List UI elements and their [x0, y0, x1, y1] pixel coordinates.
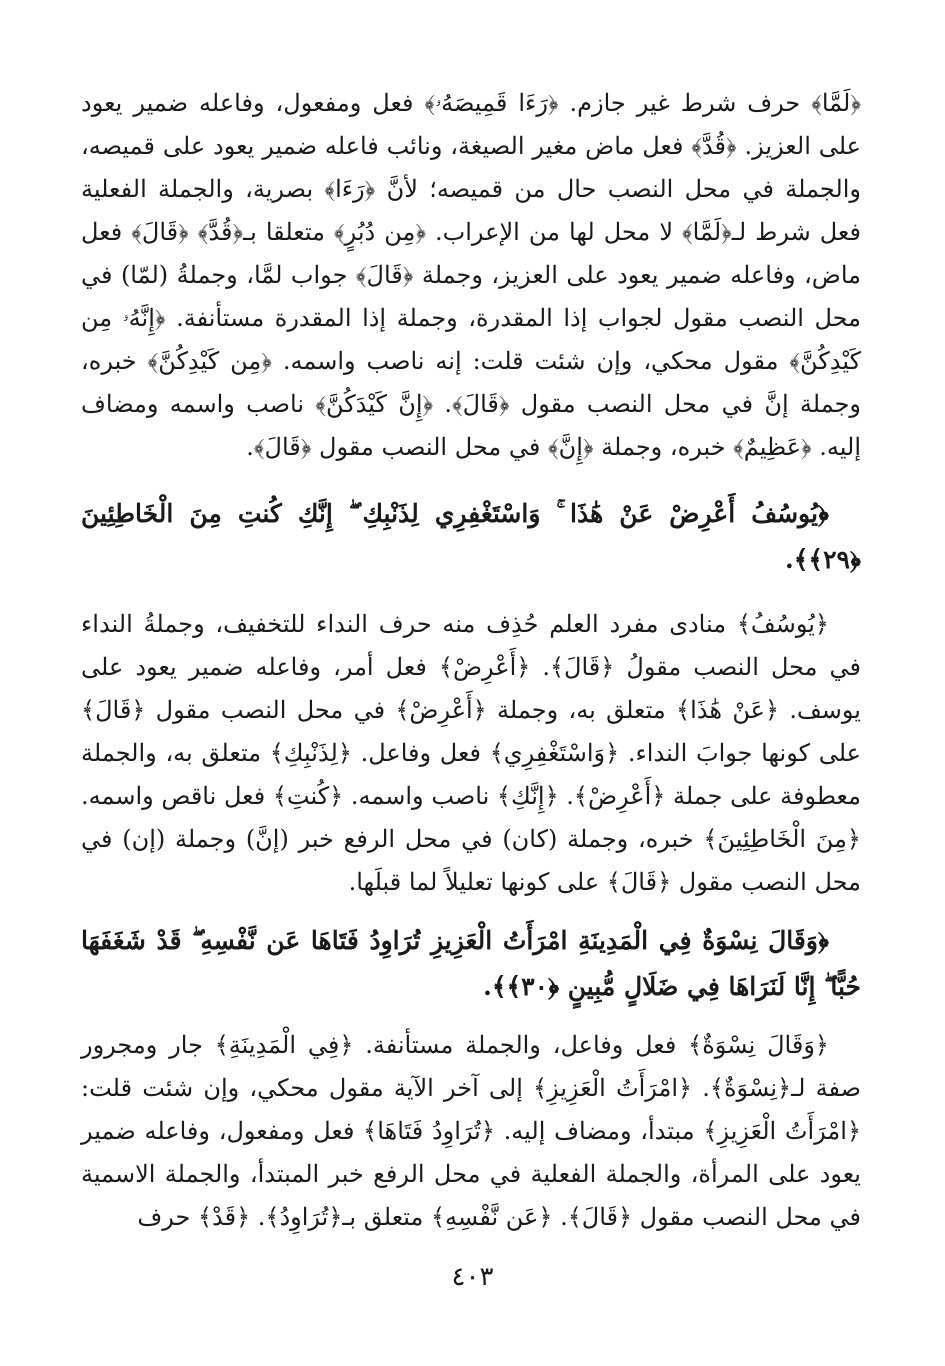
page-number: ٤٠٣ — [451, 1262, 494, 1292]
paragraph-grammar-2: ﴿يُوسُفُ﴾ منادى مفرد العلم حُذِف منه حرف النداء للتخفيف، وجملةُ النداء في محل النصب مقولُ ﴿قَالَ﴾. ﴿أَعْرِضْ﴾ فعل أمر، وفاعله ضمير يعود على يوسف. ﴿عَنْ هَٰذَا﴾ متعلق به، وجملة ﴿أَعْرِضْ﴾ في محل النصب مقول ﴿قَالَ﴾ على كونها جوابَ النداء. ﴿وَاسْتَغْفِرِي﴾ فعل وفاعل. ﴿لِذَنْبِكِ﴾ متعلق به، والجملة معطوفة على جملة ﴿أَعْرِضْ﴾. ﴿إِنَّكِ﴾ ناصب واسمه. ﴿كُنتِ﴾ فعل ناقص واسمه. ﴿مِنَ الْخَاطِئِينَ﴾ خبره، وجملة (كان) في محل الرفع خبر (إنَّ) وجملة (إن) في محل النصب مقول ﴿قَالَ﴾ على كونها تعليلاً لما قبلَها. — [81, 610, 862, 896]
quran-verse-30: ﴿وَقَالَ نِسْوَةٌ فِي الْمَدِينَةِ امْرَأَتُ الْعَزِيزِ تُرَاوِدُ فَتَاهَا عَن نَّفْسِهِ ۖ قَدْ شَغَفَهَا حُبًّا ۖ إِنَّا لَنَرَاهَا فِي ضَلَالٍ مُّبِينٍ ﴿٣٠﴾﴾. — [81, 926, 861, 1001]
quran-verse-29: ﴿يُوسُفُ أَعْرِضْ عَنْ هَٰذَا ۚ وَاسْتَغْفِرِي لِذَنْبِكِ ۖ إِنَّكِ كُنتِ مِنَ الْخَاطِئِينَ ﴿٢٩﴾﴾. — [81, 499, 861, 574]
paragraph-grammar-3: ﴿وَقَالَ نِسْوَةٌ﴾ فعل وفاعل، والجملة مستأنفة. ﴿فِي الْمَدِينَةِ﴾ جار ومجرور صفة لـ﴿نِسْوَةٌ﴾. ﴿امْرَأَتُ الْعَزِيزِ﴾ إلى آخر الآية مقول محكي، وإن شئت قلت: ﴿امْرَأَتُ الْعَزِيزِ﴾ مبتدأ، ومضاف إليه. ﴿تُرَاوِدُ فَتَاهَا﴾ فعل ومفعول، وفاعله ضمير يعود على المرأة، والجملة الفعلية في محل الرفع خبر المبتدأ، والجملة الاسمية في محل النصب مقول ﴿قَالَ﴾. ﴿عَن نَّفْسِهِ﴾ متعلق بـ﴿تُرَاوِدُ﴾. ﴿قَدْ﴾ حرف — [81, 1031, 861, 1231]
paragraph-grammar-1: ﴿لَمَّا﴾ حرف شرط غير جازم. ﴿رَءَا قَمِيصَهُۥ﴾ فعل ومفعول، وفاعله ضمير يعود على العزيز. ﴿قُدَّ﴾ فعل ماض مغير الصيغة، ونائب فاعله ضمير يعود على قميصه، والجملة في محل النصب حال من قميصه؛ لأنَّ ﴿رَءَا﴾ بصرية، والجملة الفعلية فعل شرط لـ﴿لَمَّا﴾ لا محل لها من الإعراب. ﴿مِن دُبُرٍ﴾ متعلقا بـ﴿قُدَّ﴾ ﴿قَالَ﴾ فعل ماض، وفاعله ضمير يعود على العزيز، وجملة ﴿قَالَ﴾ جواب لمَّا، وجملةُ (لمّا) في محل النصب مقول لجواب إذا المقدرة، وجملة إذا المقدرة مستأنفة. ﴿إِنَّهُۥ مِن كَيْدِكُنَّ﴾ مقول محكي، وإن شئت قلت: إنه ناصب واسمه. ﴿مِن كَيْدِكُنَّ﴾ خبره، وجملة إنَّ في محل النصب مقول ﴿قَالَ﴾. ﴿إِنَّ كَيْدَكُنَّ﴾ ناصب واسمه ومضاف إليه. ﴿عَظِيمٌ﴾ خبره، وجملة ﴿إِنَّ﴾ في محل النصب مقول ﴿قَالَ﴾. — [81, 89, 861, 461]
page-body — [81, 82, 861, 1239]
